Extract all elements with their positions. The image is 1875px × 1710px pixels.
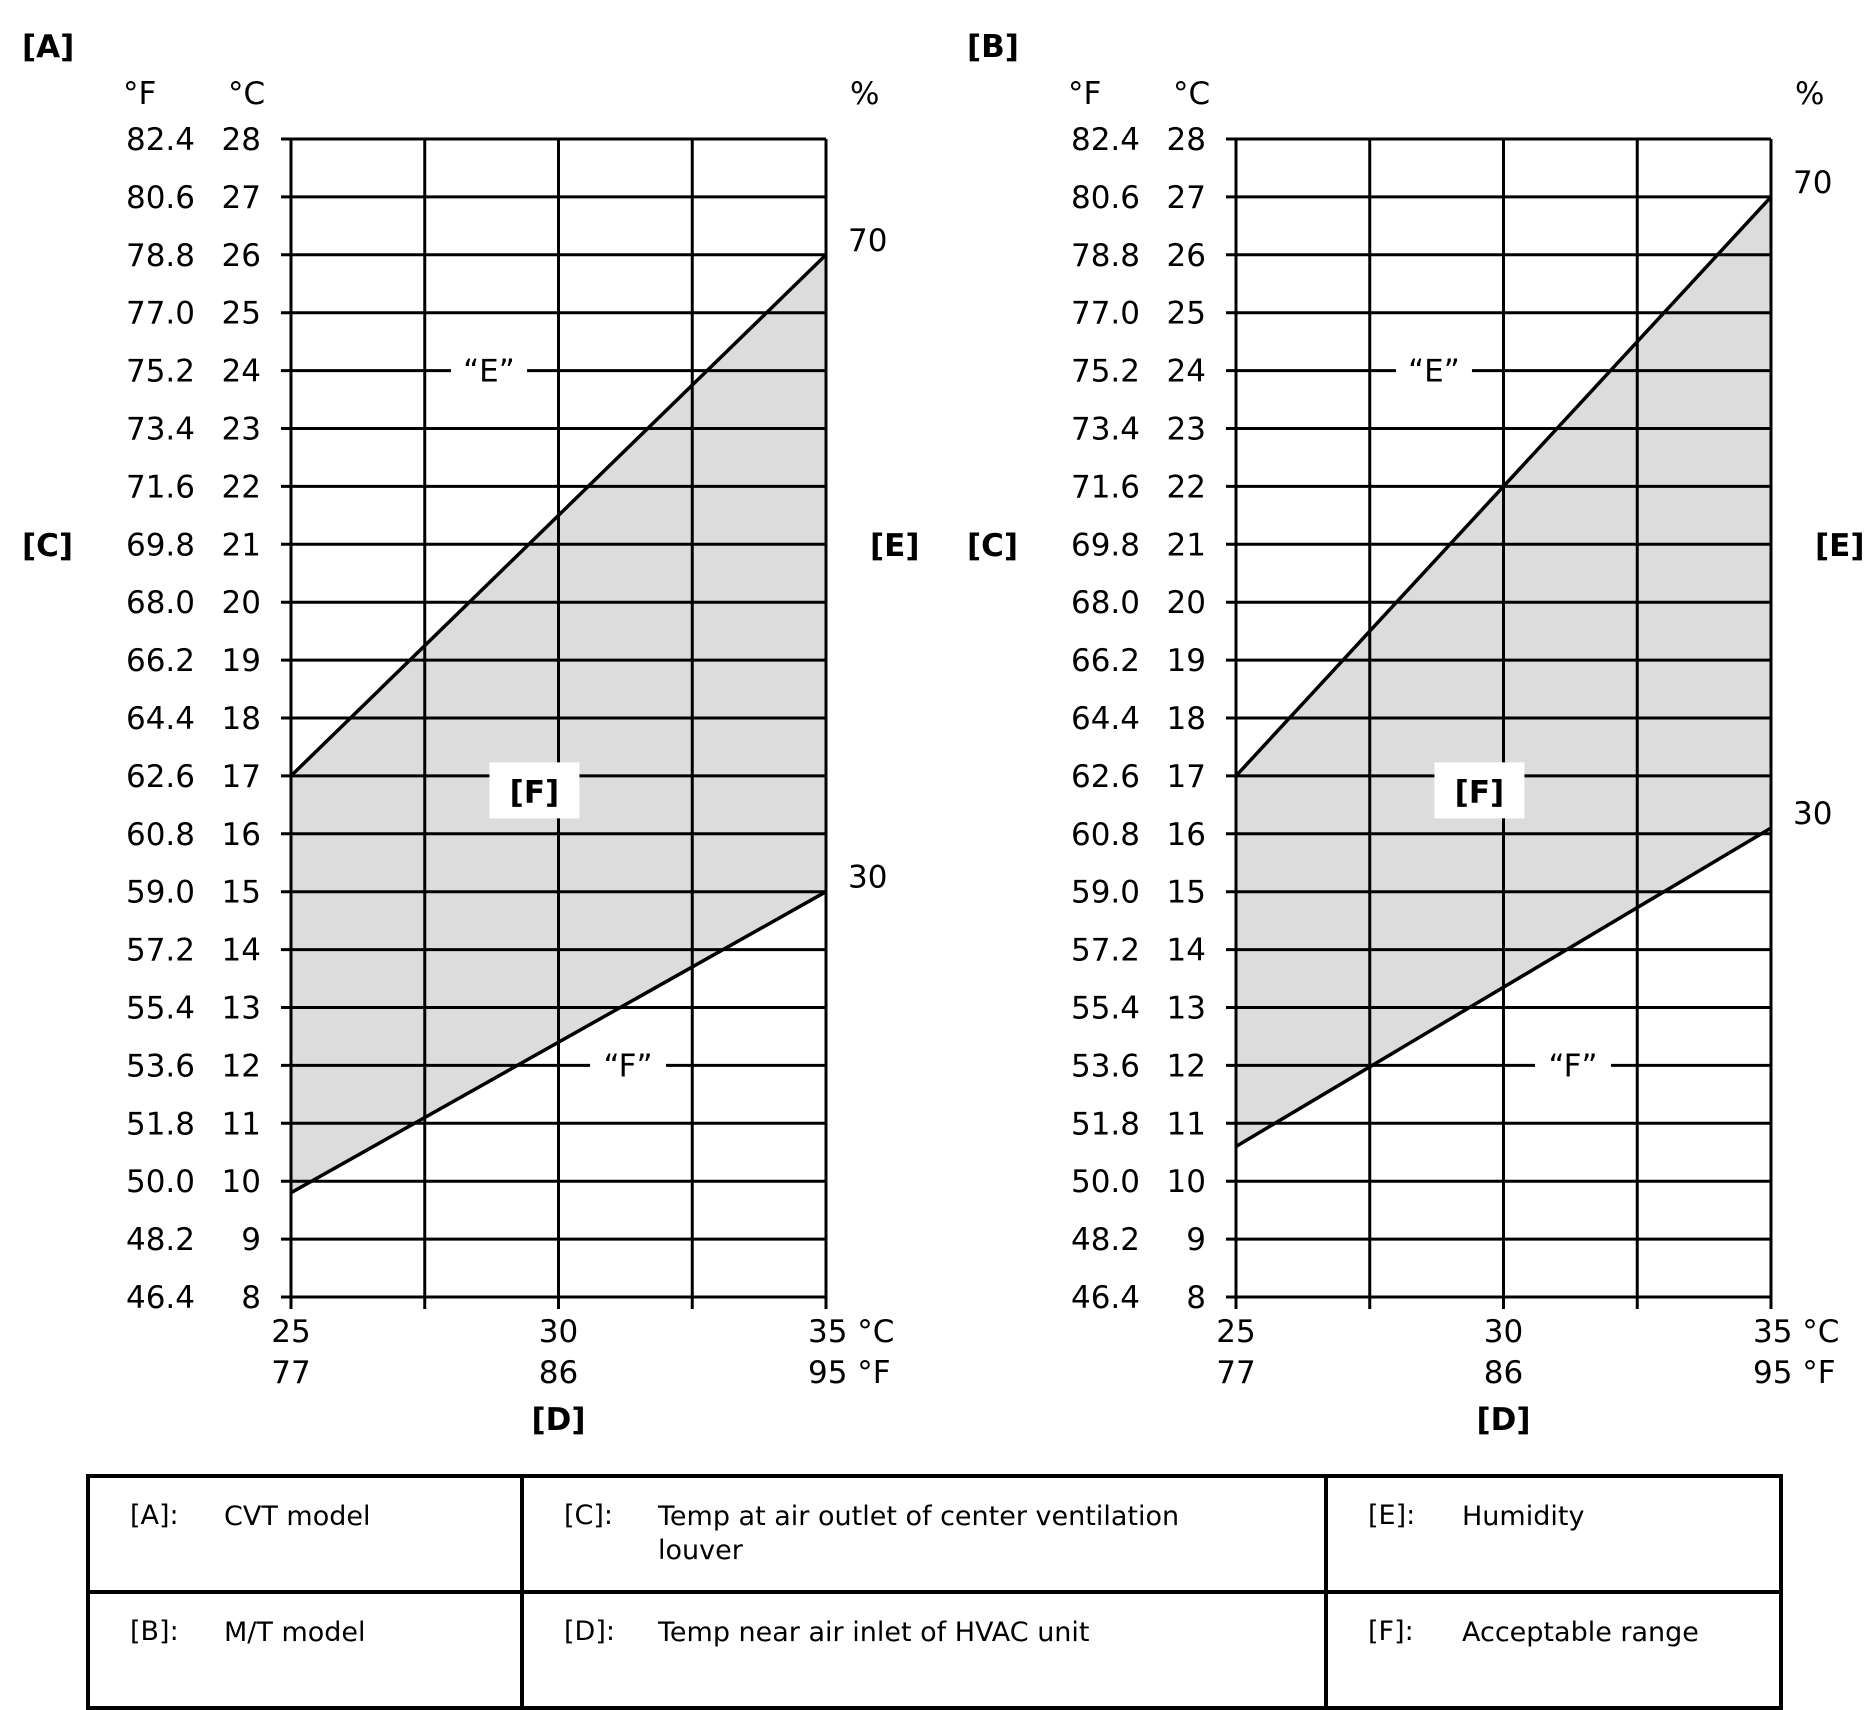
y-tick-celsius: 25 xyxy=(221,295,261,332)
legend-row xyxy=(88,1476,1781,1592)
x-tick-fahrenheit: 77 xyxy=(271,1355,311,1391)
y-unit-fahrenheit: °F xyxy=(123,76,157,112)
y-tick-celsius: 8 xyxy=(241,1280,261,1316)
legend-cell xyxy=(522,1476,1326,1592)
y-tick-celsius: 18 xyxy=(221,701,261,737)
y-tick-fahrenheit: 68.0 xyxy=(1070,585,1140,622)
y-tick-celsius: 15 xyxy=(221,874,261,911)
legend-key: [F]: xyxy=(1368,1616,1414,1647)
boundary-annotation: “E” xyxy=(463,353,515,390)
y-tick-fahrenheit: 53.6 xyxy=(125,1048,195,1085)
y-tick-fahrenheit: 82.4 xyxy=(1070,122,1140,158)
y-unit-celsius: °C xyxy=(1173,76,1211,112)
y-tick-fahrenheit: 78.8 xyxy=(125,237,195,274)
region-label: [F] xyxy=(509,774,560,811)
legend-key: [C]: xyxy=(564,1500,614,1531)
y-tick-celsius: 22 xyxy=(1166,469,1206,506)
y-tick-fahrenheit: 80.6 xyxy=(1070,179,1140,216)
legend-key: [D]: xyxy=(564,1616,615,1647)
x-tick-fahrenheit: 86 xyxy=(1483,1355,1524,1391)
legend-text: Temp at air outlet of center ventilation louver xyxy=(658,1501,1180,1566)
y-tick-fahrenheit: 62.6 xyxy=(1070,758,1140,795)
y-tick-fahrenheit: 82.4 xyxy=(125,122,195,158)
region-label: [F] xyxy=(1454,774,1505,811)
y-tick-fahrenheit: 50.0 xyxy=(125,1164,195,1201)
y-tick-fahrenheit: 62.6 xyxy=(125,758,195,795)
chart-panel xyxy=(967,29,1865,1438)
y-tick-celsius: 12 xyxy=(1166,1048,1206,1085)
y-tick-celsius: 11 xyxy=(221,1106,261,1143)
y-tick-fahrenheit: 71.6 xyxy=(1070,469,1140,506)
y-tick-celsius: 28 xyxy=(1166,122,1206,158)
y-tick-fahrenheit: 53.6 xyxy=(1070,1048,1140,1085)
legend-key: [B]: xyxy=(130,1616,179,1647)
legend-text: M/T model xyxy=(224,1617,366,1648)
y-tick-celsius: 17 xyxy=(221,758,261,795)
y-tick-celsius: 13 xyxy=(221,990,261,1027)
y-tick-celsius: 19 xyxy=(1166,643,1206,680)
y-axis-label: [C] xyxy=(22,528,74,564)
y-tick-fahrenheit: 78.8 xyxy=(1070,237,1140,274)
series-end-label: 30 xyxy=(1793,796,1833,833)
y-tick-celsius: 17 xyxy=(1166,758,1206,795)
x-tick-celsius: 35 °C xyxy=(808,1314,895,1350)
y-tick-fahrenheit: 64.4 xyxy=(125,701,195,737)
series-end-label: 70 xyxy=(1793,164,1833,201)
legend-text: Acceptable range xyxy=(1462,1617,1699,1648)
y-tick-celsius: 15 xyxy=(1166,874,1206,911)
y-tick-fahrenheit: 68.0 xyxy=(125,585,195,622)
y-tick-celsius: 8 xyxy=(1186,1280,1206,1316)
y-tick-celsius: 20 xyxy=(221,585,261,622)
x-tick-fahrenheit: 86 xyxy=(538,1355,579,1391)
legend-cell xyxy=(522,1592,1326,1708)
y-unit-fahrenheit: °F xyxy=(1068,76,1102,112)
y-tick-fahrenheit: 50.0 xyxy=(1070,1164,1140,1201)
y-tick-celsius: 28 xyxy=(221,122,261,158)
y-tick-celsius: 27 xyxy=(221,179,261,216)
y-tick-fahrenheit: 64.4 xyxy=(1070,701,1140,737)
y-tick-fahrenheit: 55.4 xyxy=(1070,990,1140,1027)
legend-key: [A]: xyxy=(130,1500,179,1531)
x-tick-fahrenheit: 95 °F xyxy=(1753,1355,1836,1391)
y-tick-celsius: 18 xyxy=(1166,701,1206,737)
y-tick-celsius: 11 xyxy=(1166,1106,1206,1143)
x-tick-celsius: 30 xyxy=(1483,1314,1524,1350)
legend-text: Humidity xyxy=(1462,1501,1585,1532)
y-tick-celsius: 24 xyxy=(1166,353,1206,390)
y-tick-fahrenheit: 75.2 xyxy=(1070,353,1140,390)
y-tick-celsius: 16 xyxy=(1166,816,1206,853)
y-tick-fahrenheit: 57.2 xyxy=(125,932,195,969)
panel-label: [B] xyxy=(967,29,1019,65)
y-tick-celsius: 16 xyxy=(221,816,261,853)
legend-row xyxy=(88,1592,1781,1708)
x-tick-fahrenheit: 95 °F xyxy=(808,1355,891,1391)
y-tick-fahrenheit: 55.4 xyxy=(125,990,195,1027)
y-tick-celsius: 26 xyxy=(221,237,261,274)
y-tick-celsius: 24 xyxy=(221,353,261,390)
legend-text: Temp near air inlet of HVAC unit xyxy=(658,1617,1090,1648)
y-tick-celsius: 23 xyxy=(1166,411,1206,448)
right-unit-percent: % xyxy=(850,76,880,112)
y-tick-fahrenheit: 66.2 xyxy=(1070,643,1140,680)
y-tick-celsius: 14 xyxy=(1166,932,1206,969)
boundary-annotation: “F” xyxy=(603,1048,653,1085)
x-tick-celsius: 35 °C xyxy=(1753,1314,1840,1350)
y-tick-celsius: 9 xyxy=(241,1222,261,1259)
y-tick-fahrenheit: 46.4 xyxy=(125,1280,195,1316)
legend-cell xyxy=(1326,1476,1781,1592)
right-axis-label: [E] xyxy=(1815,528,1865,564)
y-tick-fahrenheit: 51.8 xyxy=(1070,1106,1140,1143)
series-end-label: 30 xyxy=(848,859,888,896)
x-tick-fahrenheit: 77 xyxy=(1216,1355,1256,1391)
y-tick-celsius: 22 xyxy=(221,469,261,506)
boundary-annotation: “E” xyxy=(1408,353,1460,390)
y-tick-celsius: 21 xyxy=(221,527,261,564)
y-tick-celsius: 9 xyxy=(1186,1222,1206,1259)
y-tick-fahrenheit: 51.8 xyxy=(125,1106,195,1143)
y-tick-fahrenheit: 69.8 xyxy=(125,527,195,564)
x-tick-celsius: 25 xyxy=(1216,1314,1256,1350)
y-tick-celsius: 10 xyxy=(1166,1164,1206,1201)
y-tick-fahrenheit: 59.0 xyxy=(125,874,195,911)
y-tick-fahrenheit: 46.4 xyxy=(1070,1280,1140,1316)
y-tick-celsius: 26 xyxy=(1166,237,1206,274)
y-tick-fahrenheit: 73.4 xyxy=(125,411,195,448)
y-tick-celsius: 13 xyxy=(1166,990,1206,1027)
y-tick-celsius: 25 xyxy=(1166,295,1206,332)
x-tick-celsius: 25 xyxy=(271,1314,311,1350)
y-tick-fahrenheit: 73.4 xyxy=(1070,411,1140,448)
y-tick-fahrenheit: 69.8 xyxy=(1070,527,1140,564)
y-tick-fahrenheit: 57.2 xyxy=(1070,932,1140,969)
y-tick-fahrenheit: 48.2 xyxy=(1070,1222,1140,1259)
right-unit-percent: % xyxy=(1795,76,1825,112)
y-tick-fahrenheit: 60.8 xyxy=(1070,816,1140,853)
x-tick-celsius: 30 xyxy=(538,1314,579,1350)
series-end-label: 70 xyxy=(848,222,888,259)
y-tick-fahrenheit: 48.2 xyxy=(125,1222,195,1259)
y-tick-fahrenheit: 71.6 xyxy=(125,469,195,506)
y-tick-fahrenheit: 80.6 xyxy=(125,179,195,216)
y-tick-fahrenheit: 75.2 xyxy=(125,353,195,390)
x-axis-label: [D] xyxy=(531,1402,586,1438)
y-tick-fahrenheit: 66.2 xyxy=(125,643,195,680)
y-tick-celsius: 14 xyxy=(221,932,261,969)
y-tick-celsius: 21 xyxy=(1166,527,1206,564)
right-axis-label: [E] xyxy=(870,528,920,564)
y-tick-celsius: 12 xyxy=(221,1048,261,1085)
y-tick-celsius: 10 xyxy=(221,1164,261,1201)
y-unit-celsius: °C xyxy=(228,76,266,112)
y-tick-celsius: 19 xyxy=(221,643,261,680)
y-tick-celsius: 20 xyxy=(1166,585,1206,622)
y-axis-label: [C] xyxy=(967,528,1019,564)
y-tick-fahrenheit: 59.0 xyxy=(1070,874,1140,911)
panel-label: [A] xyxy=(22,29,75,65)
y-tick-fahrenheit: 77.0 xyxy=(1070,295,1140,332)
chart-panel xyxy=(22,29,920,1438)
y-tick-fahrenheit: 60.8 xyxy=(125,816,195,853)
boundary-annotation: “F” xyxy=(1548,1048,1598,1085)
legend-cell xyxy=(88,1592,522,1708)
y-tick-celsius: 27 xyxy=(1166,179,1206,216)
y-tick-celsius: 23 xyxy=(221,411,261,448)
x-axis-label: [D] xyxy=(1476,1402,1531,1438)
legend-text: CVT model xyxy=(224,1501,371,1532)
legend-cell xyxy=(88,1476,522,1592)
legend-cell xyxy=(1326,1592,1781,1708)
legend-table xyxy=(86,1474,1783,1710)
y-tick-fahrenheit: 77.0 xyxy=(125,295,195,332)
legend-key: [E]: xyxy=(1368,1500,1416,1531)
